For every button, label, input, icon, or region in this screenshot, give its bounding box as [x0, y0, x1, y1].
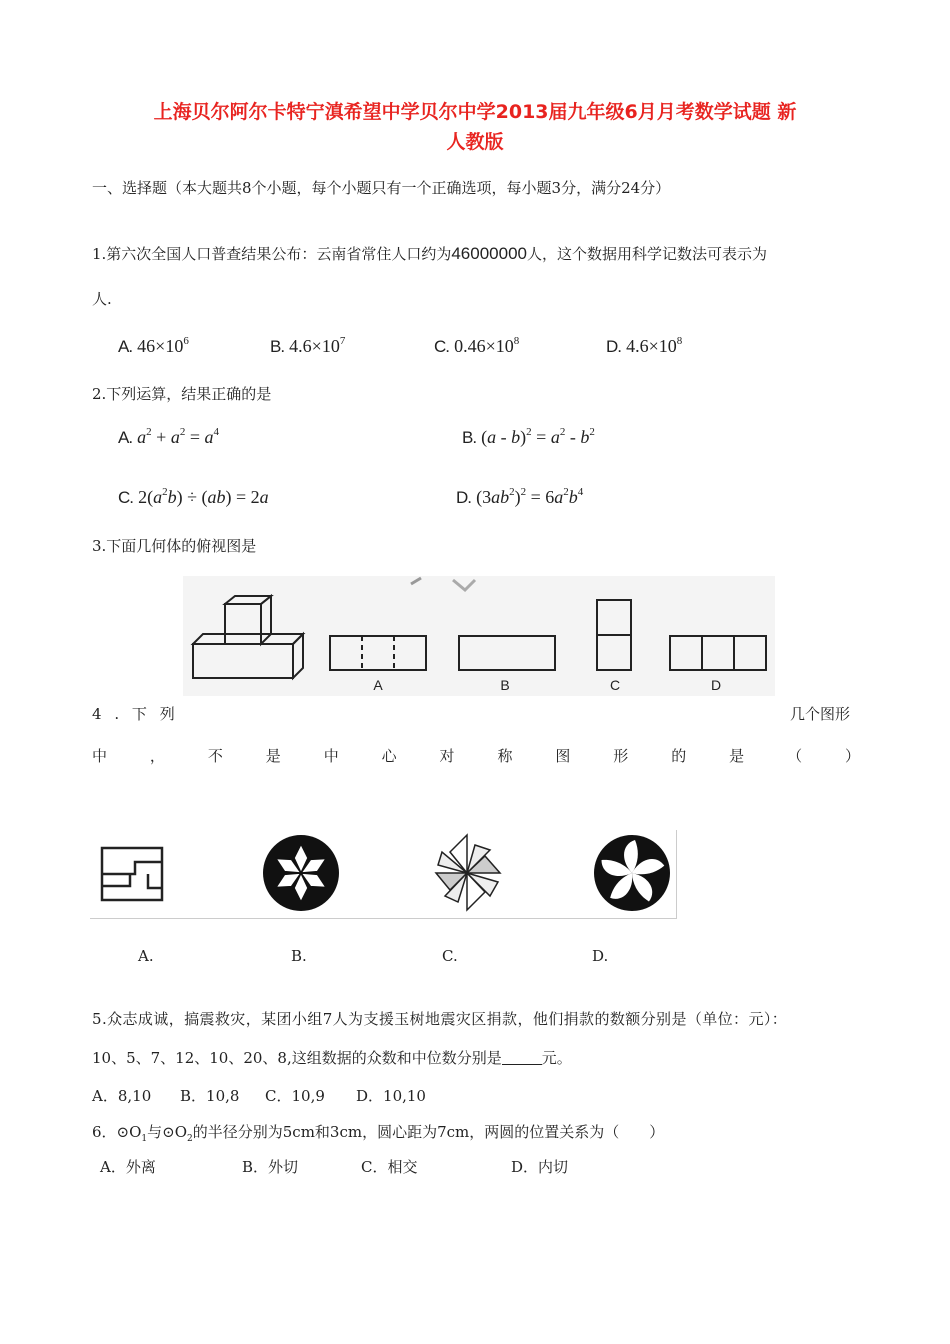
formula-a: $a^2 + a^2 = a^4$ [137, 426, 219, 447]
question-2: 2.下列运算，结果正确的是 [92, 385, 272, 403]
fig3-label-a: A [373, 677, 383, 693]
q5-option-c: C．10,9 [265, 1087, 325, 1105]
q1-option-a: A. $46\times 10^6$ [118, 335, 189, 356]
q1-option-b: B. $4.6\times 10^7$ [270, 335, 346, 356]
formula-b: $(a - b)^2 = a^2 - b^2$ [481, 426, 595, 447]
fig4-label-c: C. [442, 947, 458, 965]
q2-option-d: D. $(3ab^2)^2 = 6a^2b^4$ [456, 486, 584, 507]
question-4-line2: 中 ， 不 是 中 心 对 称 图 形 的 是 （ ） [92, 747, 860, 765]
q1-option-c: C. $0.46\times 10^8$ [434, 335, 520, 356]
fig3-label-d: D [710, 677, 722, 693]
formula-d: $(3ab^2)^2 = 6a^2b^4$ [476, 486, 584, 507]
page-title: 上海贝尔阿尔卡特宁滇希望中学贝尔中学2013届九年级6月月考数学试题 新 人教版 [153, 101, 797, 153]
population-number: 46000000 [451, 244, 527, 263]
fig4-label-a: A. [138, 947, 154, 965]
question-1: 1.第六次全国人口普查结果公布：云南省常住人口约为46000000人，这个数据用科学记数法可表示为 [92, 244, 767, 263]
q6-option-a: A．外离 [100, 1158, 156, 1176]
question-3: 3.下面几何体的俯视图是 [92, 537, 257, 555]
section-heading: 一、选择题（本大题共8个小题，每个小题只有一个正确选项，每小题3分，满分24分） [92, 179, 671, 197]
q6-option-c: C．相交 [361, 1158, 418, 1176]
question-1-tail: 人. [92, 290, 112, 308]
question-6: 6．$⊙O_1$与$⊙O_2$的半径分别为5cm和3cm，圆心距为7cm，两圆的位置关系为（ ） [92, 1123, 665, 1144]
question-4-start: 4 . 下 列 [92, 705, 175, 723]
symmetry-svg [90, 830, 676, 918]
fig3-label-c: C [609, 677, 621, 693]
question-5: 5.众志成诚，搞震救灾，某团小组7人为支援玉树地震灾区捐款，他们捐款的数额分别是（单位：元）： [92, 1010, 788, 1028]
formula-c: $2(a^2b) \div (ab) = 2a$ [138, 486, 269, 507]
q2-option-b: B. $(a - b)^2 = a^2 - b^2$ [462, 426, 595, 447]
q6-option-d: D．内切 [511, 1158, 569, 1176]
solid-views-figure [183, 576, 775, 696]
q1-option-d: D. $4.6\times 10^8$ [606, 335, 683, 356]
question-5-line2: 10、5、7、12、10、20、8,这组数据的众数和中位数分别是 元。 [92, 1049, 572, 1067]
q5-option-b: B．10,8 [180, 1087, 240, 1105]
solid-views-svg [183, 576, 775, 696]
fig3-label-b: B [500, 677, 510, 693]
answer-blank [502, 1050, 542, 1065]
q5-option-a: A．8,10 [92, 1087, 152, 1105]
q5-option-d: D．10,10 [356, 1087, 426, 1105]
q6-option-b: B．外切 [242, 1158, 299, 1176]
q2-option-c: C. $2(a^2b) \div (ab) = 2a$ [118, 486, 269, 507]
question-4-end: 几个图形 [790, 705, 851, 723]
fig4-label-b: B. [291, 947, 307, 965]
symmetry-figure [90, 830, 677, 919]
q2-option-a: A. $a^2 + a^2 = a^4$ [118, 426, 219, 447]
fig4-label-d: D. [592, 947, 609, 965]
